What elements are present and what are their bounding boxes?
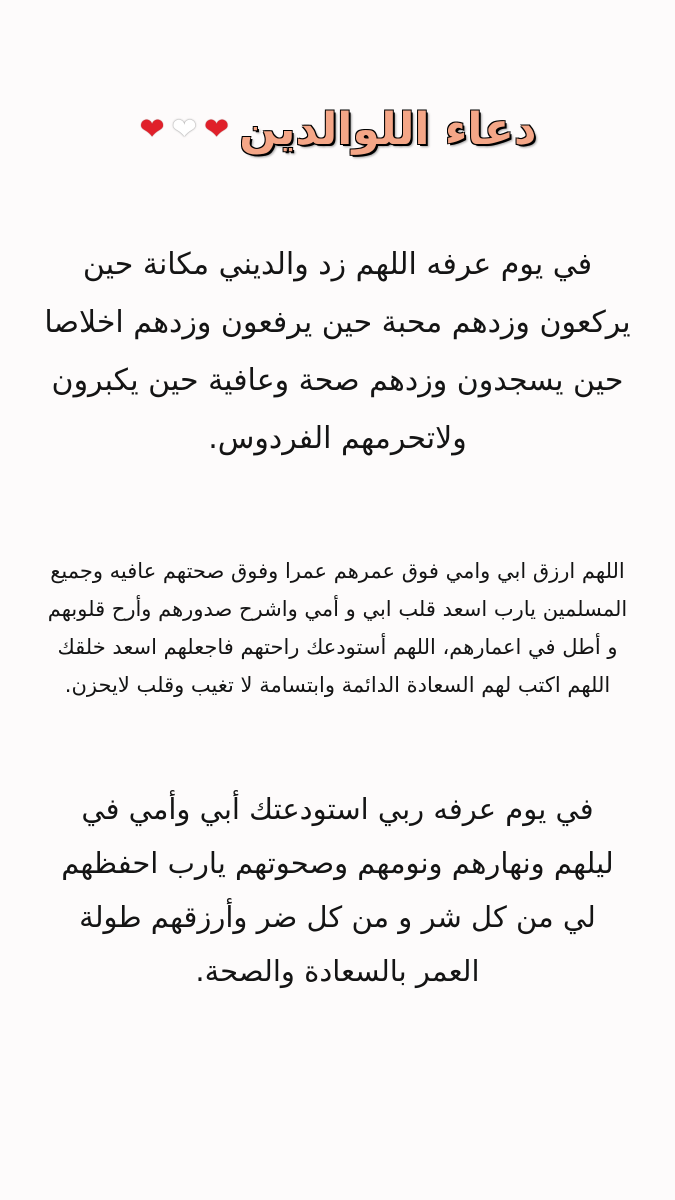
red-heart-icon: ❤ [203, 111, 230, 147]
page-title: دعاء اللوالدين [239, 104, 537, 155]
prayer-paragraph-2: اللهم ارزق ابي وامي فوق عمرهم عمرا وفوق صحتهم عافيه وجميع المسلمين يارب اسعد قلب ابي و أمي واشرح صدورهم وأرح قلوبهم و أطل في اعمارهم، اللهم أستودعك راحتهم فاجعلهم اسعد خلقك اللهم اكتب لهم السعادة الدائمة وابتسامة لا تغيب وقلب لايحزن. [47, 559, 628, 697]
prayer-paragraph-3: في يوم عرفه ربي استودعتك أبي وأمي في ليلهم ونهارهم ونومهم وصحوتهم يارب احفظهم لي من كل شر و من كل ضر وأرزقهم طولة العمر بالسعادة والصحة. [61, 792, 614, 988]
prayer-paragraph-1: في يوم عرفه اللهم زد والديني مكانة حين يركعون وزدهم محبة حين يرفعون وزدهم اخلاصا حين يسجدون وزدهم صحة وعافية حين يكبرون ولاتحرمهم الفردوس. [44, 247, 631, 456]
red-heart-icon: ❤ [139, 111, 165, 147]
white-heart-icon: ❤ [171, 111, 197, 147]
title-row [0, 104, 675, 155]
hearts-group [139, 111, 231, 147]
